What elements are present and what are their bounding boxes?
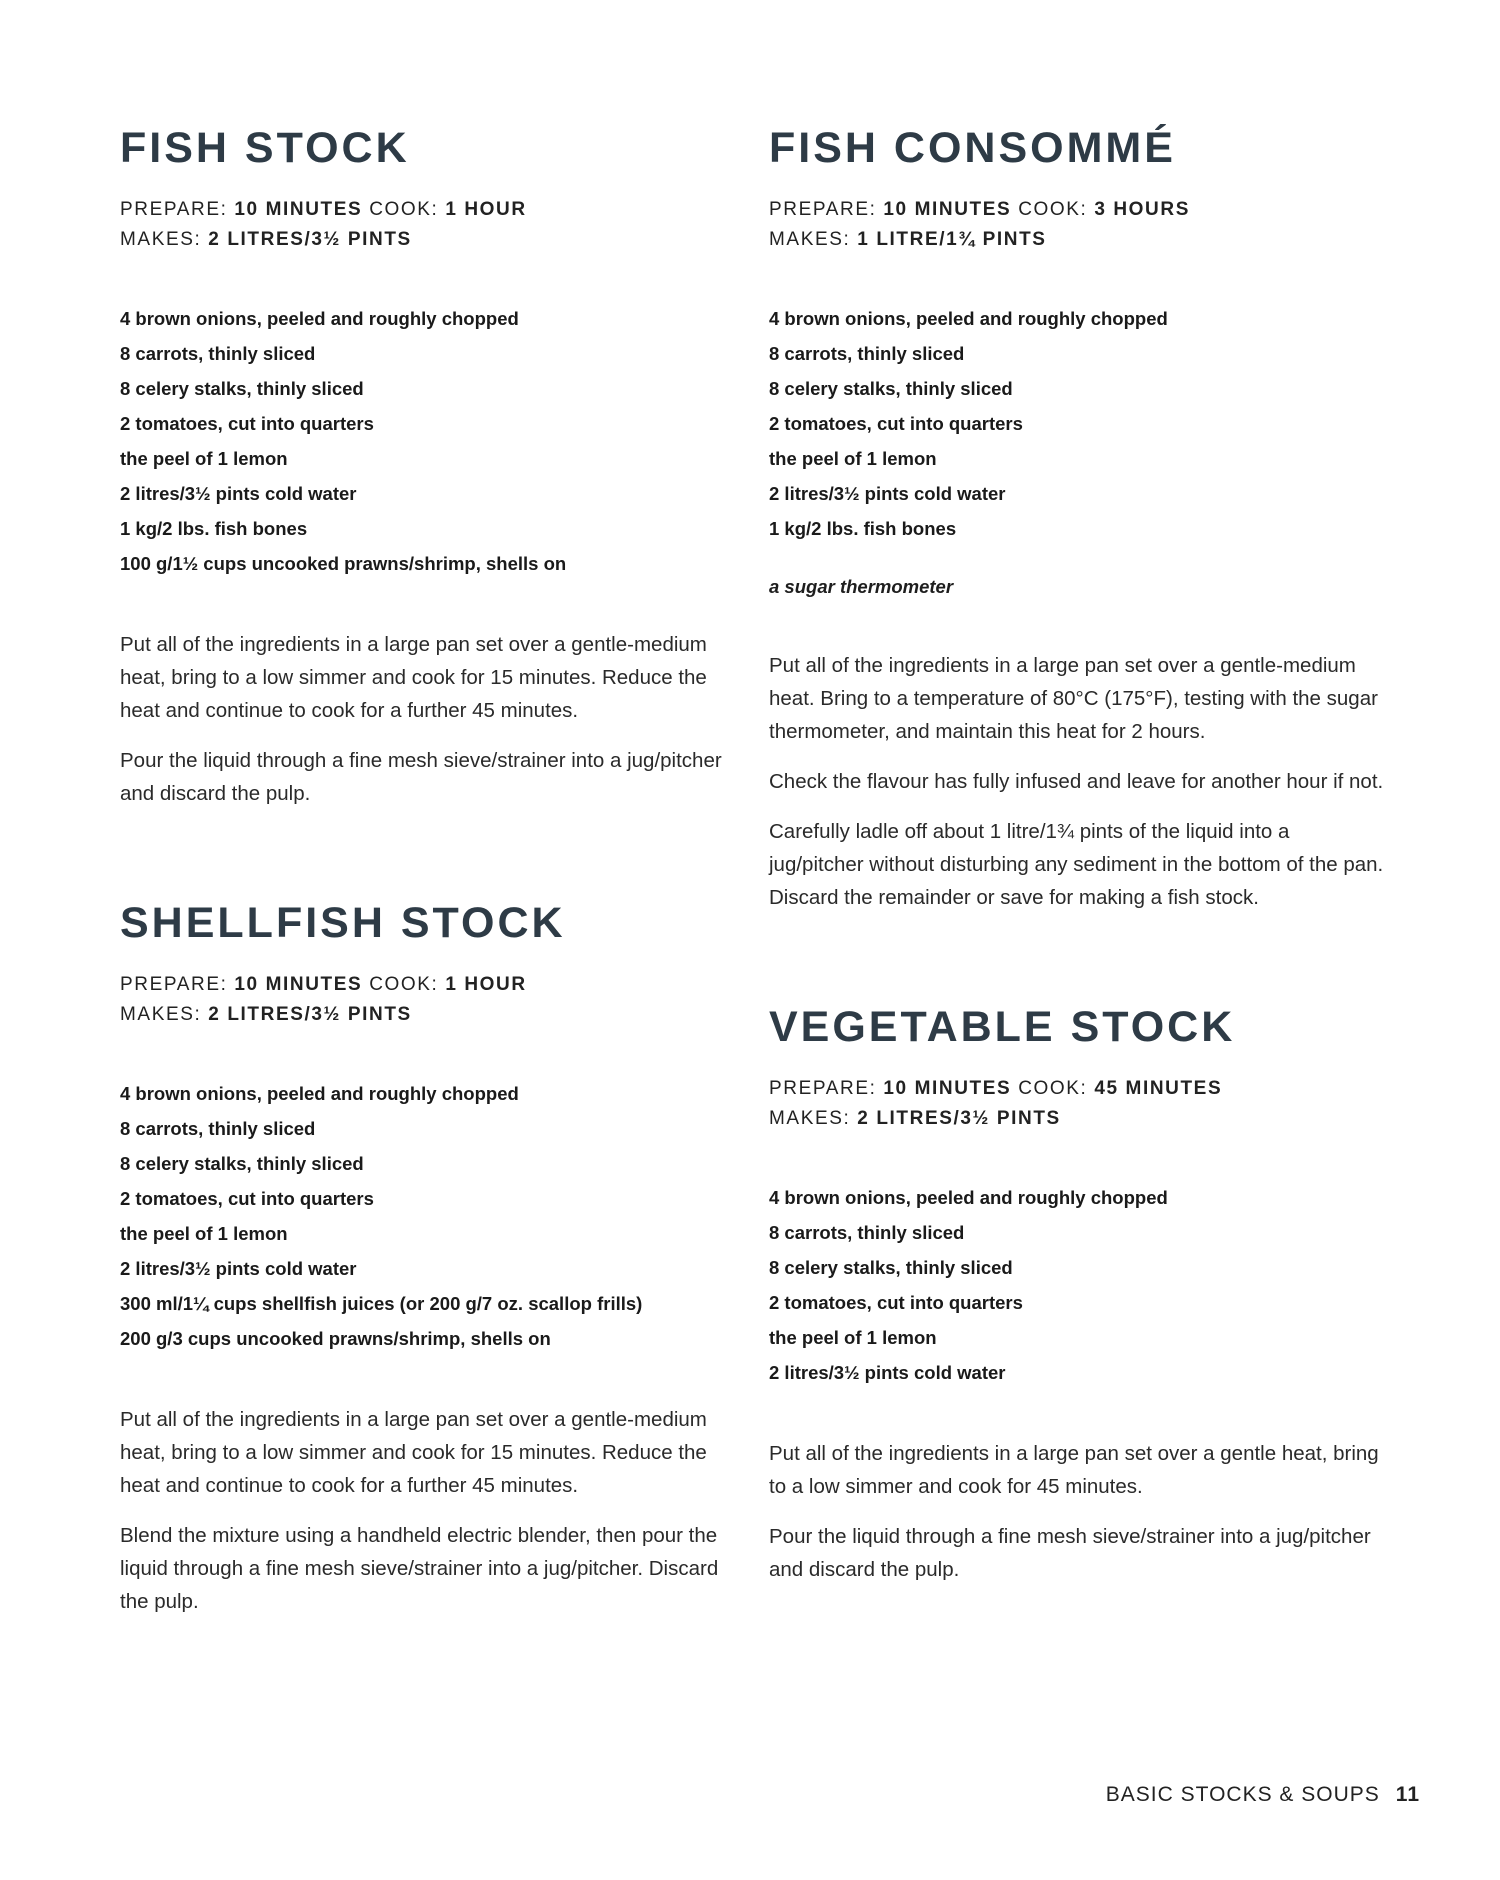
recipe-times [120, 970, 730, 1000]
makes-amount: 2 LITRES/3½ PINTS [208, 1004, 412, 1025]
ingredient-list [769, 301, 1389, 546]
makes-label: MAKES: [120, 229, 202, 250]
method-paragraph: Pour the liquid through a fine mesh sieve/strainer into a jug/pitcher and discard the pulp. [120, 749, 722, 805]
prepare-label: PREPARE: [769, 1078, 877, 1099]
makes-amount: 1 LITRE/1¾ PINTS [857, 229, 1047, 250]
ingredient-item: 4 brown onions, peeled and roughly chopped [769, 1187, 1168, 1208]
ingredient-item: the peel of 1 lemon [769, 1327, 937, 1348]
right-column [769, 123, 1389, 1586]
recipe-title: VEGETABLE STOCK [769, 1003, 1236, 1051]
ingredient-item: 200 g/3 cups uncooked prawns/shrimp, shells on [120, 1328, 551, 1349]
ingredient-item: 2 tomatoes, cut into quarters [120, 413, 374, 434]
method-paragraph: Pour the liquid through a fine mesh sieve/strainer into a jug/pitcher and discard the pulp. [769, 1525, 1371, 1581]
ingredient-item: 4 brown onions, peeled and roughly chopped [120, 308, 519, 329]
recipe-times [120, 195, 730, 225]
recipe-fish-consomm- [769, 123, 1389, 914]
ingredient-item: 100 g/1½ cups uncooked prawns/shrimp, shells on [120, 553, 567, 574]
makes-label: MAKES: [120, 1004, 202, 1025]
prepare-label: PREPARE: [120, 974, 228, 995]
ingredient-item: 8 carrots, thinly sliced [120, 343, 316, 364]
method-paragraph: Blend the mixture using a handheld electric blender, then pour the liquid through a fine mesh sieve/strainer into a jug/pitcher. Discard the pulp. [120, 1524, 719, 1613]
recipe-shellfish-stock [120, 898, 730, 1618]
ingredient-item: 8 celery stalks, thinly sliced [120, 1153, 364, 1174]
recipe-times [769, 195, 1389, 225]
method-paragraph: Put all of the ingredients in a large pan set over a gentle-medium heat, bring to a low simmer and cook for 15 minutes. Reduce the heat and continue to cook for a further 45 minutes. [120, 1408, 707, 1497]
ingredient-item: 1 kg/2 lbs. fish bones [120, 518, 308, 539]
left-column [120, 123, 730, 1618]
makes-label: MAKES: [769, 1108, 851, 1129]
recipe-times [769, 1074, 1389, 1104]
ingredient-item: 2 litres/3½ pints cold water [120, 483, 357, 504]
makes-label: MAKES: [769, 229, 851, 250]
prepare-time: 10 MINUTES [234, 974, 363, 995]
ingredient-item: 8 carrots, thinly sliced [120, 1118, 316, 1139]
ingredient-item: 8 celery stalks, thinly sliced [769, 1257, 1013, 1278]
prepare-time: 10 MINUTES [883, 199, 1012, 220]
ingredient-item: 300 ml/1¼ cups shellfish juices (or 200 g/7 oz. scallop frills) [120, 1293, 643, 1314]
ingredient-item: 4 brown onions, peeled and roughly chopped [769, 308, 1168, 329]
method-paragraph: Put all of the ingredients in a large pan set over a gentle heat, bring to a low simmer and cook for 45 minutes. [769, 1442, 1379, 1498]
recipe-title: FISH STOCK [120, 124, 410, 172]
method-paragraph: Carefully ladle off about 1 litre/1¾ pints of the liquid into a jug/pitcher without disturbing any sediment in the bottom of the pan. Discard the remainder or save for making a fish stock. [769, 820, 1384, 909]
ingredient-item: the peel of 1 lemon [120, 448, 288, 469]
makes-amount: 2 LITRES/3½ PINTS [857, 1108, 1061, 1129]
method-paragraph: Put all of the ingredients in a large pan set over a gentle-medium heat, bring to a low simmer and cook for 15 minutes. Reduce the heat and continue to cook for a further 45 minutes. [120, 633, 707, 722]
ingredient-item: 2 litres/3½ pints cold water [120, 1258, 357, 1279]
recipe-yield [120, 1000, 730, 1030]
cook-time: 1 HOUR [445, 974, 527, 995]
ingredient-item: 2 tomatoes, cut into quarters [769, 413, 1023, 434]
page-number: 11 [1395, 1783, 1420, 1806]
ingredient-item: 4 brown onions, peeled and roughly chopped [120, 1083, 519, 1104]
cook-label: COOK: [369, 974, 439, 995]
ingredient-item: 2 tomatoes, cut into quarters [769, 1292, 1023, 1313]
recipe-vegetable-stock [769, 1002, 1389, 1586]
prepare-time: 10 MINUTES [883, 1078, 1012, 1099]
recipe-yield [769, 1104, 1389, 1134]
cook-label: COOK: [1018, 1078, 1088, 1099]
ingredient-item: the peel of 1 lemon [120, 1223, 288, 1244]
ingredient-item: 8 celery stalks, thinly sliced [769, 378, 1013, 399]
ingredient-item: 2 litres/3½ pints cold water [769, 1362, 1006, 1383]
ingredient-item: the peel of 1 lemon [769, 448, 937, 469]
cook-time: 1 HOUR [445, 199, 527, 220]
page-footer [1106, 1783, 1420, 1807]
recipe-fish-stock [120, 123, 730, 810]
equipment-note: a sugar thermometer [769, 576, 954, 597]
ingredient-item: 8 carrots, thinly sliced [769, 1222, 965, 1243]
recipe-title: SHELLFISH STOCK [120, 899, 566, 947]
recipe-yield [120, 225, 730, 255]
method-paragraph: Put all of the ingredients in a large pan set over a gentle-medium heat. Bring to a temperature of 80°C (175°F), testing with the sugar thermometer, and maintain this heat for 2 hours. [769, 654, 1378, 743]
ingredient-item: 2 tomatoes, cut into quarters [120, 1188, 374, 1209]
cook-time: 3 HOURS [1094, 199, 1190, 220]
section-name: BASIC STOCKS & SOUPS [1105, 1783, 1380, 1806]
cook-label: COOK: [369, 199, 439, 220]
method-paragraph: Check the flavour has fully infused and leave for another hour if not. [769, 770, 1384, 793]
prepare-time: 10 MINUTES [234, 199, 363, 220]
cook-time: 45 MINUTES [1094, 1078, 1223, 1099]
recipe-title: FISH CONSOMMÉ [769, 124, 1176, 172]
ingredient-list [769, 1180, 1389, 1390]
ingredient-list [120, 301, 730, 581]
makes-amount: 2 LITRES/3½ PINTS [208, 229, 412, 250]
ingredient-item: 2 litres/3½ pints cold water [769, 483, 1006, 504]
ingredient-list [120, 1076, 730, 1356]
ingredient-item: 1 kg/2 lbs. fish bones [769, 518, 957, 539]
cook-label: COOK: [1018, 199, 1088, 220]
ingredient-item: 8 celery stalks, thinly sliced [120, 378, 364, 399]
ingredient-item: 8 carrots, thinly sliced [769, 343, 965, 364]
prepare-label: PREPARE: [120, 199, 228, 220]
recipe-yield [769, 225, 1389, 255]
prepare-label: PREPARE: [769, 199, 877, 220]
